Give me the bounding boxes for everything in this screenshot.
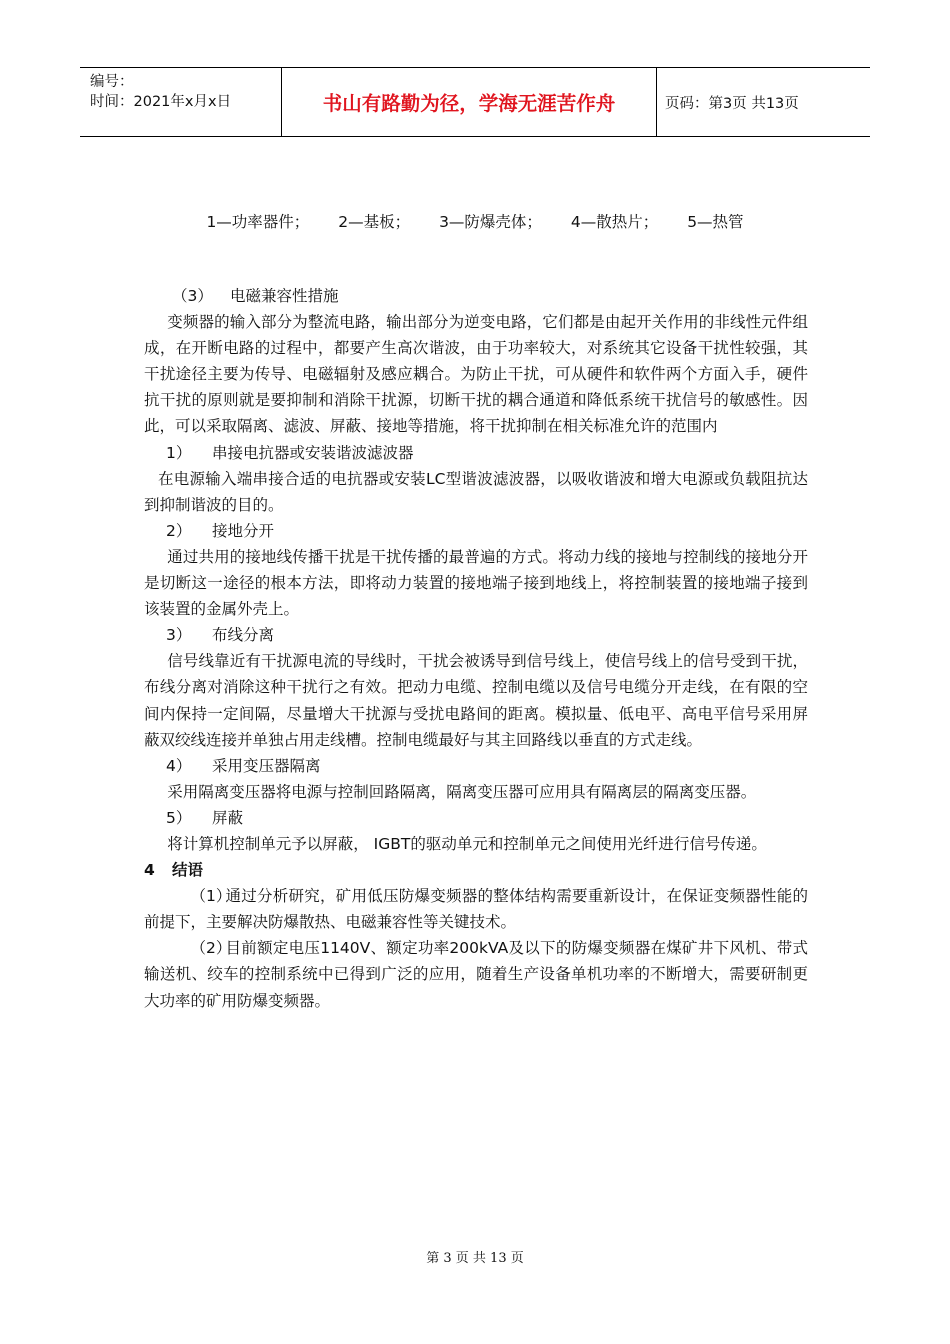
- conclusion-number: （1）: [190, 887, 232, 906]
- caption-item: 5—热管: [687, 213, 744, 231]
- conclusion-text: 通过分析研究，矿用低压防爆变频器的整体结构需要重新设计，在保证变频器性能的前提下，主要解决防爆散热、电磁兼容性等关键技术。: [144, 887, 808, 932]
- subsection-title: 采用变压器隔离: [212, 756, 321, 775]
- subsection-number: 3）: [166, 626, 192, 645]
- subsection-number: 1）: [166, 443, 192, 462]
- caption-item: 4—散热片；: [570, 213, 659, 231]
- caption-item: 3—防爆壳体；: [439, 213, 542, 231]
- document-date: 时间：2021年x月x日: [90, 94, 232, 110]
- subsection-number: 4）: [166, 756, 192, 775]
- section-number: 4: [144, 861, 155, 880]
- paragraph: 通过共用的接地线传播干扰是干扰传播的最普遍的方式。将动力线的接地与控制线的接地分开是切断这一途径的根本方法，即将动力装置的接地端子接到地线上，将控制装置的接地端子接到该装置的金属外壳上。: [144, 547, 808, 619]
- subsection-heading: [144, 518, 808, 544]
- page-header: [80, 67, 870, 137]
- paragraph: 在电源输入端串接合适的电抗器或安装LC型谐波滤波器，以吸收谐波和增大电源或负载阻抗达到抑制谐波的目的。: [144, 469, 808, 514]
- subsection-title: 串接电抗器或安装谐波滤波器: [212, 443, 414, 462]
- subsection-title: 屏蔽: [212, 808, 244, 827]
- header-meta: [80, 68, 282, 136]
- subsection-heading: [144, 753, 808, 779]
- document-number-label: 编号：: [90, 74, 134, 90]
- paragraph: 信号线靠近有干扰源电流的导线时，干扰会被诱导到信号线上，使信号线上的信号受到干扰，布线分离对消除这种干扰行之有效。把动力电缆、控制电缆以及信号电缆分开走线，在有限的空间内保持一定间隔，尽量增大干扰源与受扰电路间的距离。模拟量、低电平、高电平信号采用屏蔽双绞线连接并单独占用走线槽。控制电缆最好与其主回路线以垂直的方式走线。: [144, 652, 808, 749]
- subsection-number: 5）: [166, 808, 192, 827]
- section-heading: [144, 283, 808, 309]
- section-number: （3）: [172, 287, 213, 305]
- header-motto: 书山有路勤为径，学海无涯苦作舟: [282, 68, 657, 136]
- section-title: 电磁兼容性措施: [230, 287, 339, 305]
- subsection-heading: [144, 440, 808, 466]
- caption-item: 2—基板；: [338, 213, 411, 231]
- conclusion-number: （2）: [190, 939, 232, 958]
- page-footer: 第 3 页 共 13 页: [426, 1251, 524, 1266]
- figure-caption: [0, 210, 950, 232]
- subsection-title: 布线分离: [212, 626, 275, 645]
- conclusion-text: 目前额定电压1140V、额定功率200kVA及以下的防爆变频器在煤矿井下风机、带式输送机、绞车的控制系统中已得到广泛的应用，随着生产设备单机功率的不断增大，需要研制更大功率的矿用防爆变频器。: [144, 939, 808, 1010]
- subsection-heading: [144, 622, 808, 648]
- subsection-number: 2）: [166, 521, 192, 540]
- paragraph: 将计算机控制单元予以屏蔽， IGBT的驱动单元和控制单元之间使用光纤进行信号传递。: [167, 834, 767, 853]
- subsection-title: 接地分开: [212, 521, 275, 540]
- subsection-heading: [144, 805, 808, 831]
- paragraph: 变频器的输入部分为整流电路，输出部分为逆变电路，它们都是由起开关作用的非线性元件组成，在开断电路的过程中，都要产生高次谐波，由于功率较大，对系统其它设备干扰性较强，其干扰途径主要为传导、电磁辐射及感应耦合。为防止干扰，可从硬件和软件两个方面入手，硬件抗干扰的原则就是要抑制和消除干扰源，切断干扰的耦合通道和降低系统干扰信号的敏感性。因此，可以采取隔离、滤波、屏蔽、接地等措施，将干扰抑制在相关标准允许的范围内: [144, 313, 808, 436]
- conclusion-item: [144, 935, 808, 1013]
- paragraph: 采用隔离变压器将电源与控制回路隔离，隔离变压器可应用具有隔离层的隔离变压器。: [167, 782, 757, 801]
- conclusion-item: [144, 883, 808, 935]
- document-body: [144, 283, 808, 1014]
- section-title: 结语: [172, 861, 204, 880]
- section-heading: [144, 857, 808, 883]
- caption-item: 1—功率器件；: [206, 213, 310, 231]
- header-page-number: 页码：第3页 共13页: [665, 95, 799, 112]
